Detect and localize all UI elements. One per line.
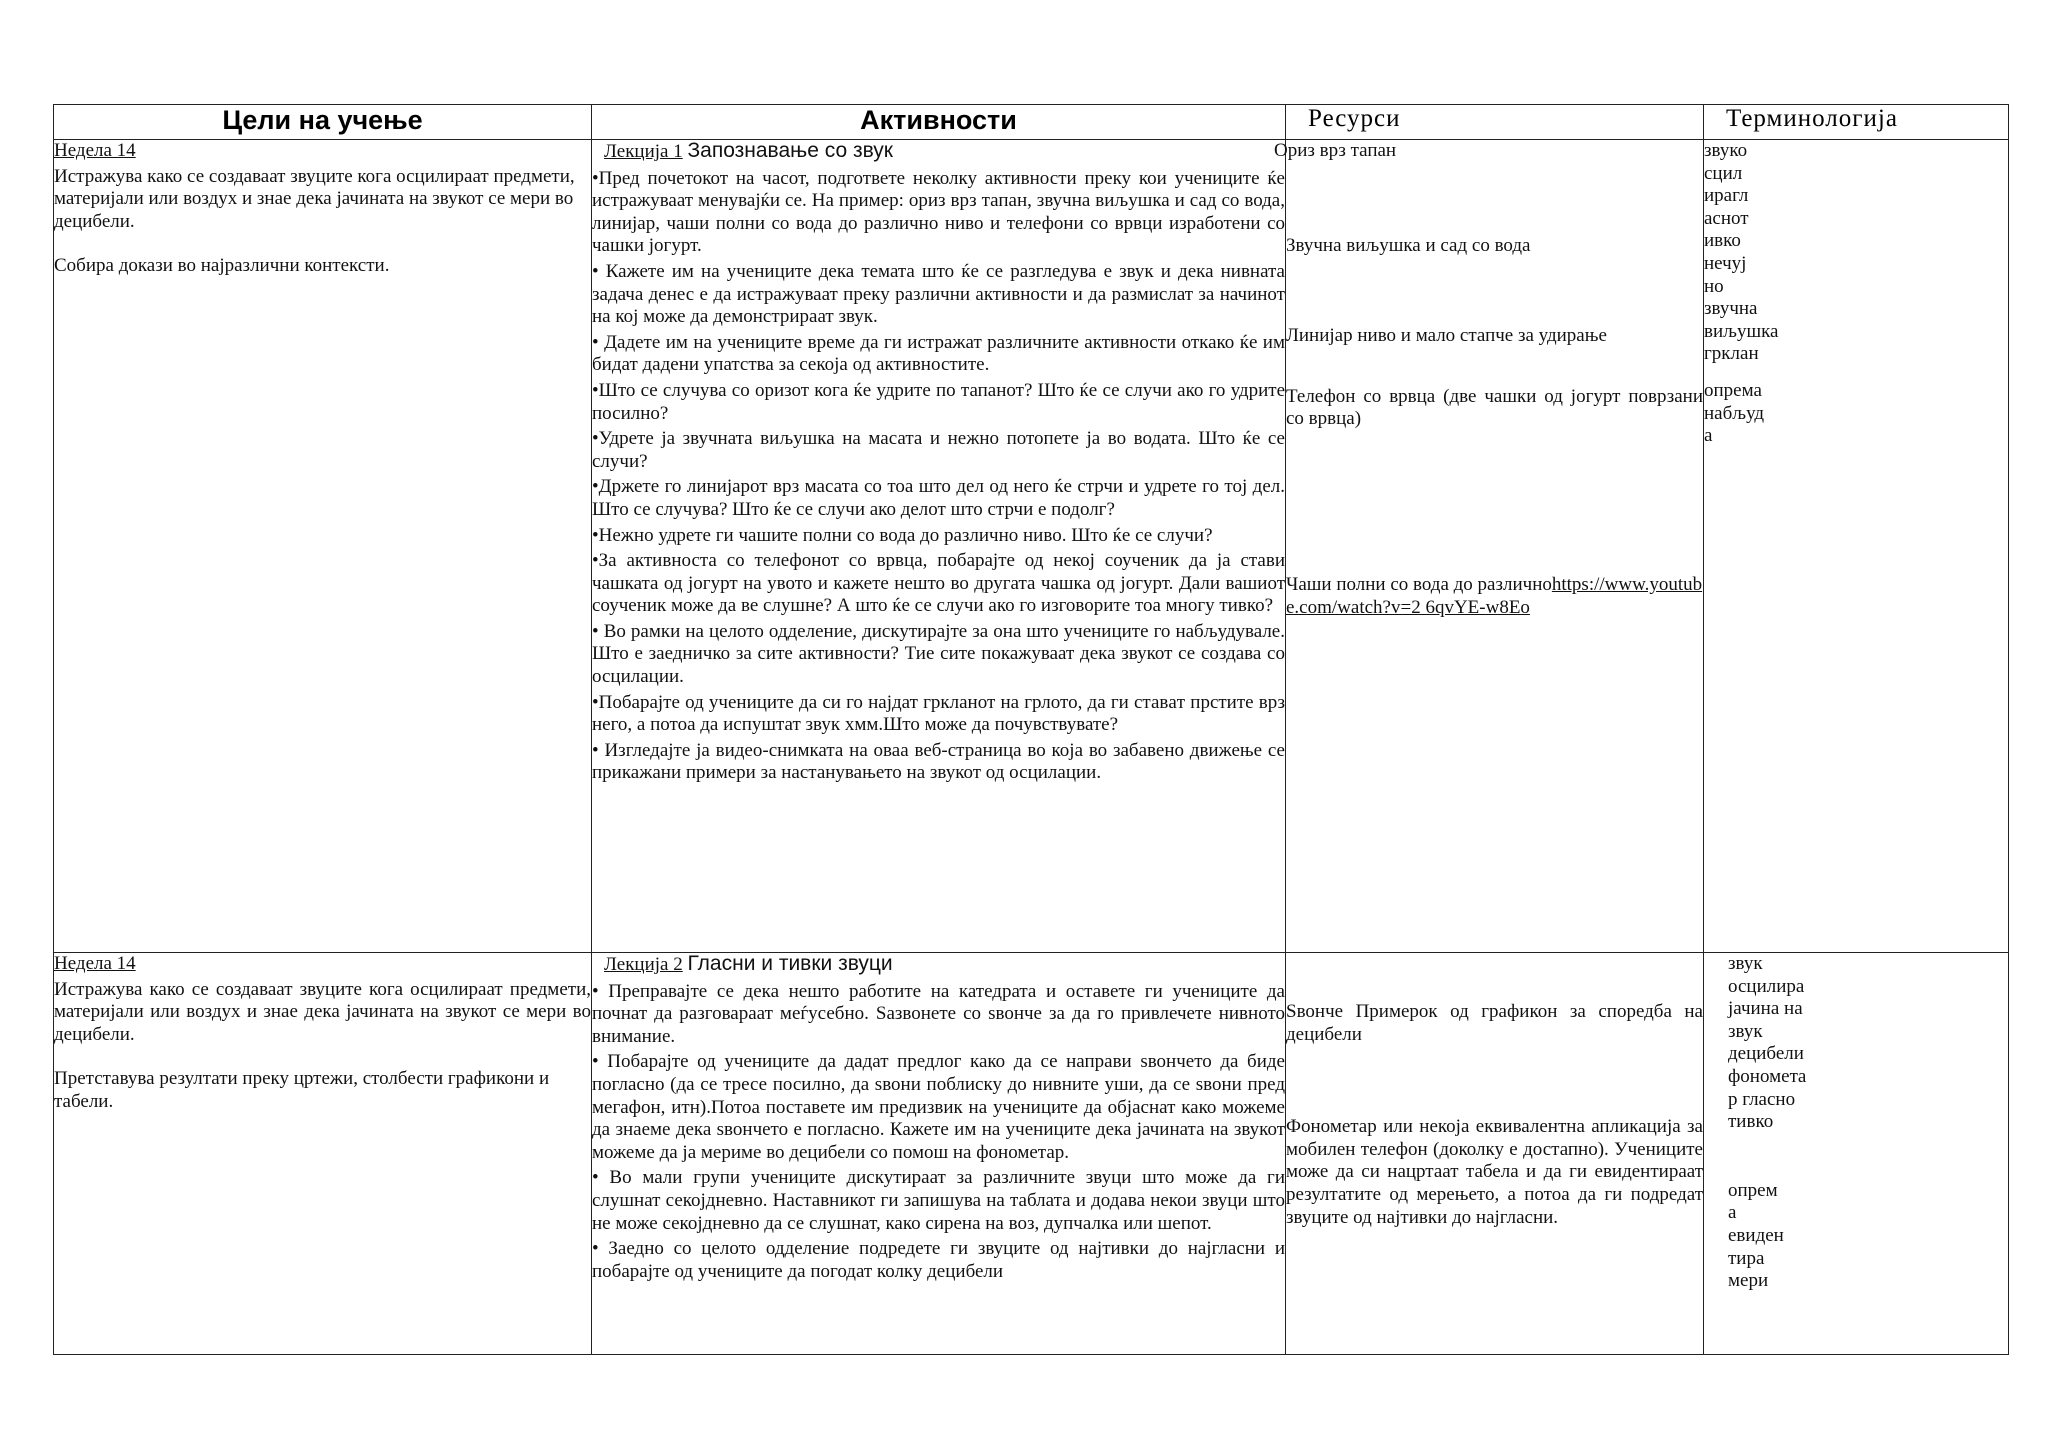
- term-item: звук: [1728, 1020, 1763, 1042]
- lesson-plan-table: [53, 104, 2009, 1355]
- term-item: но: [1704, 275, 1724, 297]
- resource-item: Телефон со врвца (две чашки од јогурт поврзани со врвца): [1286, 385, 1703, 430]
- activity-item: •Удрете ја звучната виљушка на масата и нежно потопете ја во водата. Што ќе се случи?: [592, 428, 1285, 472]
- resource-text: Чаши полни со вода до различно: [1286, 573, 1552, 595]
- terminology-cell: [1704, 953, 2009, 1355]
- activity-item: •За активноста со телефонот со врвца, побарајте од некој соученик да ја стави чашката од јогурт на увото и кажете нешто во другата чашка од јогурт. Дали вашиот соученик може да ве слушне? А што ќе се случи ако го изговорите тоа многу тивко?: [592, 550, 1285, 617]
- term-item: фонометa: [1728, 1065, 1807, 1087]
- table-header-row: [54, 105, 2009, 140]
- resource-item: Ориз врз тапан: [1274, 140, 1397, 161]
- video-link[interactable]: https://www.youtube.com/watch?v=2 6qvYE-w8Eo: [1286, 573, 1703, 618]
- table-row: [54, 953, 2009, 1355]
- goals-cell: [54, 140, 592, 953]
- goal-text: Истражува како се создаваат звуците кога осцилираат предмети, материјали или воздух и знае дека јачината на звукот се мери во децибели.: [54, 165, 575, 232]
- resource-item: Ѕвонче Примерок од графикон за споредба на децибели: [1286, 1001, 1703, 1045]
- activity-item: •Пред почетокот на часот, подгответе неколку активности преку кои учениците ќе истражуваат менувајќи се. На пример: ориз врз тапан, звучна виљушка и сад со вода, линијар, чаши полни со вода до различно ниво и телефони со врвци изработени со чашки јогурт.: [592, 167, 1285, 257]
- term-item: опрема: [1704, 379, 1762, 401]
- resources-cell: [1286, 953, 1704, 1355]
- activities-cell: [592, 140, 1286, 953]
- table-row: [54, 140, 2009, 953]
- terminology-cell: [1704, 140, 2009, 953]
- term-item: сцил: [1704, 162, 1743, 184]
- week-label: Недела 14: [54, 140, 136, 161]
- header-goals: Цели на учење: [54, 105, 592, 140]
- term-item: звучна: [1704, 298, 1758, 320]
- term-item: звуко: [1704, 140, 1748, 161]
- term-item: набљуд: [1704, 402, 1765, 424]
- goals-cell: [54, 953, 592, 1355]
- goal-text: Претставува резултати преку цртежи, столбести графикони и табели.: [54, 1068, 550, 1112]
- activity-item: •Нежно удрете ги чашите полни со вода до различно ниво. Што ќе се случи?: [592, 524, 1213, 546]
- resource-item: Линијар ниво и мало стапче за удирање: [1286, 325, 1607, 347]
- term-item: звук: [1728, 953, 1763, 974]
- term-item: тира: [1728, 1247, 1765, 1269]
- lesson-number: Лекција 1: [604, 141, 683, 162]
- term-item: грклан: [1704, 343, 1759, 365]
- term-item: децибели: [1728, 1043, 1804, 1065]
- resources-cell: [1274, 140, 1704, 953]
- term-item: мери: [1728, 1270, 1769, 1292]
- lesson-plan-page: [53, 104, 2008, 1355]
- goal-text: Истражува како се создаваат звуците кога осцилираат предмети, материјали или воздух и знае дека јачината на звукот се мери во децибели.: [54, 978, 591, 1045]
- term-item: р гласно: [1728, 1088, 1796, 1110]
- activity-item: • Заедно со целото одделение подредете ги звуците од најтивки до најгласни и побарајте од учениците да погодат колку децибели: [592, 1238, 1285, 1282]
- activity-item: • Во мали групи учениците дискутираат за различните звуци што може да ги слушнат секојдневно. Наставникот ги запишува на таблата и додава некои звуци што не може секојдневно да се слушнат, како сирена на воз, дупчалка или шепот.: [592, 1167, 1285, 1234]
- term-item: ирагл: [1704, 185, 1749, 207]
- header-terminology: Терминологија: [1704, 105, 2009, 140]
- resource-item: Фонометар или некоја еквивалентна апликација за мобилен телефон (доколку е достапно). Учениците може да си нацртаат табела и да ги евидентираат резултатите од мерењето, а потоа да ги подредат звуците од најтивки до најгласни.: [1286, 1116, 1703, 1228]
- term-item: а: [1728, 1202, 1737, 1224]
- lesson-title: Запознавање со звук: [687, 139, 893, 162]
- lesson-heading: [592, 140, 1285, 164]
- term-item: а: [1704, 425, 1713, 447]
- term-item: јачина на: [1728, 998, 1803, 1020]
- activity-item: • Во рамки на целото одделение, дискутирајте за она што учениците го набљудувале. Што е заедничко за сите активности? Тие сите покажуваат дека звукот се создава со осцилации.: [592, 620, 1285, 688]
- resource-item: [1286, 574, 1703, 619]
- goal-text: Собира докази во најразлични контексти.: [54, 255, 390, 277]
- lesson-heading: [592, 953, 1285, 977]
- term-item: ивко: [1704, 230, 1741, 252]
- activity-item: •Побарајте од учениците да си го најдат грклaнот на грлото, да ги ставaт прстите врз него, а потоа да испуштат звук хмм.Што може да почувствувате?: [592, 691, 1285, 736]
- activity-item: • Дадете им на учениците време да ги истражат различните активности откако ќе им бидат дадени упатства за секоја од активностите.: [592, 331, 1285, 376]
- term-item: аснот: [1704, 207, 1749, 229]
- term-item: осцилира: [1728, 975, 1805, 997]
- activity-item: • Преправајте се дека нешто работите на катедрата и оставете ги учениците да почнат да разговараат меѓусебно. Ѕазвонете со ѕвонче за да го привлечете нивното внимание.: [592, 980, 1285, 1047]
- term-item: тивко: [1728, 1111, 1774, 1133]
- activity-item: •Што се случува со оризот кога ќе удрите по тапанот? Што ќе се случи ако го удрите посилно?: [592, 379, 1285, 424]
- activity-item: • Изгледајте ја видео-снимката на оваа веб-страница во која во забавено движење се прикажани примери за настанувањето на звукот од осцилации.: [592, 739, 1285, 784]
- activity-item: • Побарајте од учениците да дадат предлог како да се направи ѕвончето да биде погласно (да се тресе посилно, да ѕвони поблиску до нивните уши, да се ѕвони пред мегафон, итн).Потоа поставете им предизвик на учениците да објаснат како можеме да знаеме дека ѕвончето е погласно. Кажете им на учениците дека јачината на звукот можеме да ја мериме во децибели со помош на фонометар.: [592, 1051, 1285, 1163]
- term-item: опрем: [1728, 1179, 1778, 1201]
- week-label: Недела 14: [54, 953, 136, 974]
- activity-item: • Кажете им на учениците дека темата што ќе се разгледува е звук и дека нивната задача денес е да истражуваат преку различни активности и да размислат за начинот на кој може да демонстрираат звук.: [592, 260, 1285, 328]
- activity-item: •Држете го линијарот врз масата со тоа што дел од него ќе стрчи и удрете го тој дел. Што се случува? Што ќе се случи ако делот што стрчи е подолг?: [592, 476, 1285, 520]
- resource-item: Звучна виљушка и сад со вода: [1286, 234, 1531, 256]
- lesson-title: Гласни и тивки звуци: [687, 953, 893, 975]
- lesson-number: Лекција 2: [604, 954, 683, 975]
- activities-clip: [592, 953, 1285, 1349]
- term-item: виљушка: [1704, 320, 1779, 342]
- header-resources: Ресурси: [1286, 105, 1704, 140]
- term-item: нечуј: [1704, 252, 1747, 274]
- header-activities: Активности: [592, 105, 1286, 140]
- term-item: евиден: [1728, 1224, 1784, 1246]
- activities-cell: [592, 953, 1286, 1355]
